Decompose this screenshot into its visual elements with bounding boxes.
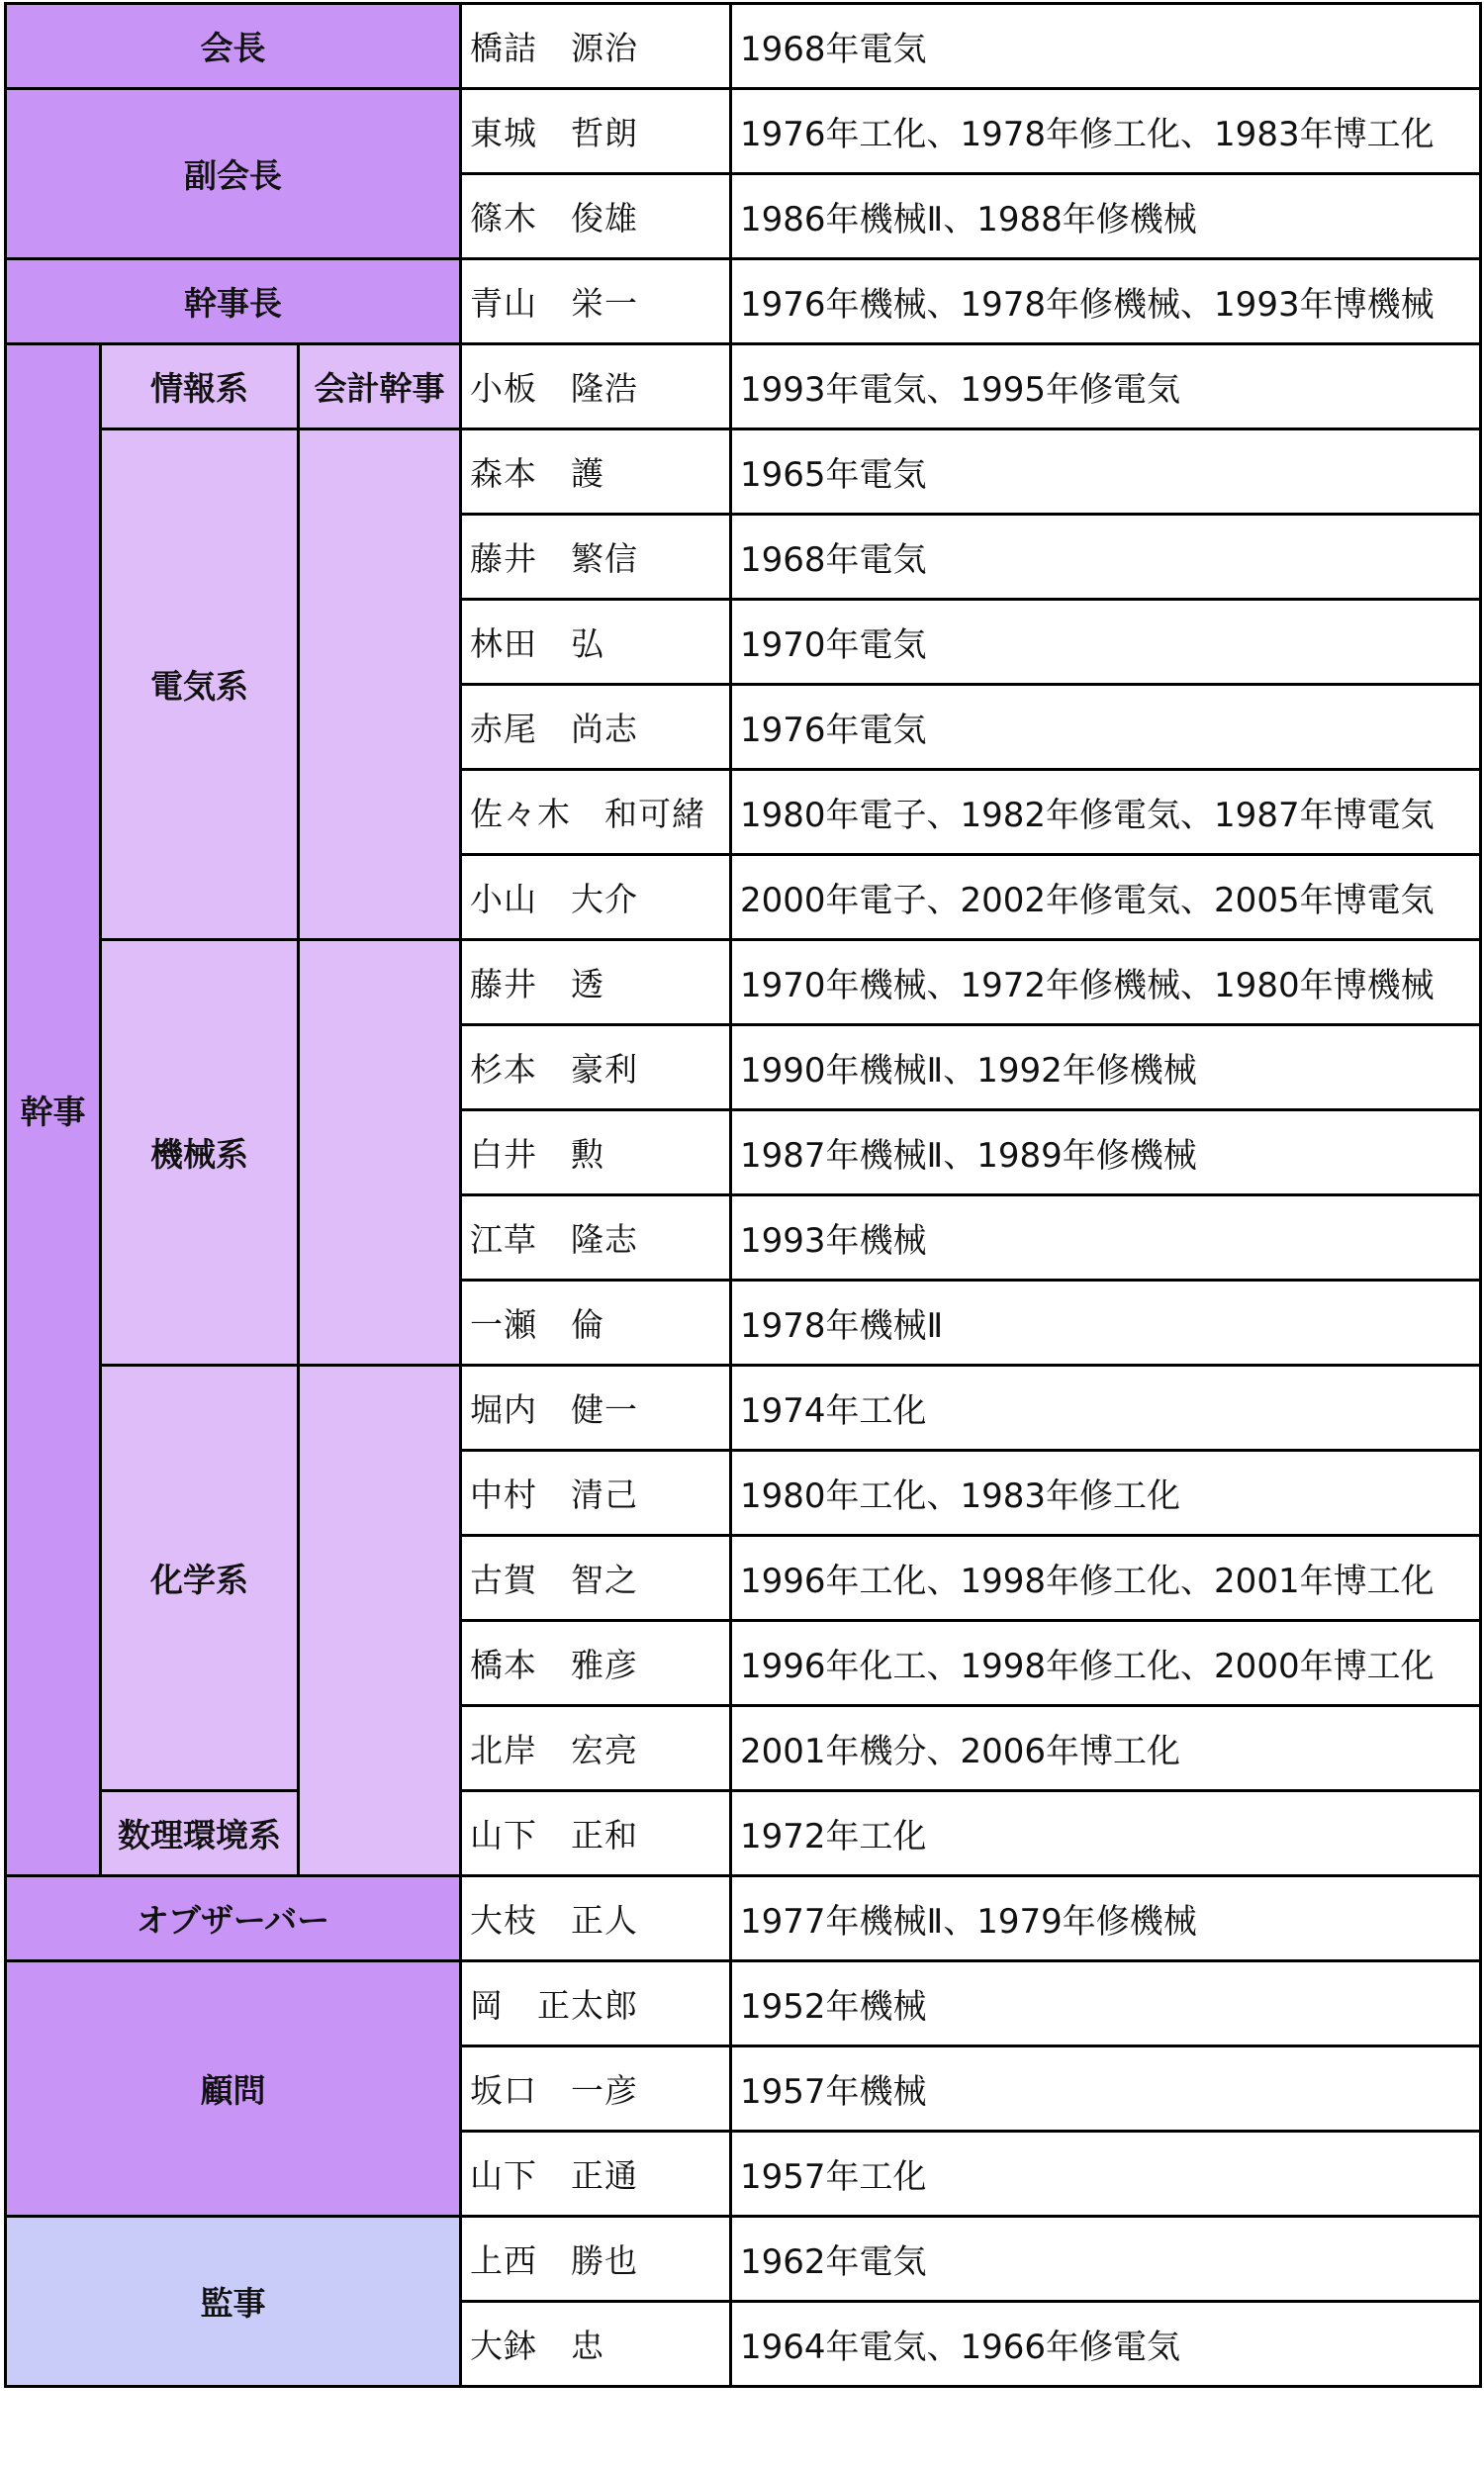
member-history: 1978年機械Ⅱ <box>731 1281 1481 1366</box>
member-history: 1987年機械Ⅱ、1989年修機械 <box>731 1110 1481 1195</box>
treasurer-label: 会計幹事 <box>299 344 461 429</box>
member-name: 橋本 雅彦 <box>461 1621 731 1706</box>
role-label-vice-chair: 副会長 <box>6 89 461 259</box>
member-history: 1976年機械、1978年修機械、1993年博機械 <box>731 259 1481 344</box>
member-name: 小板 隆浩 <box>461 344 731 429</box>
table-row <box>6 429 1481 515</box>
member-history: 1974年工化 <box>731 1366 1481 1451</box>
member-history: 1970年電気 <box>731 600 1481 685</box>
group-label-chemistry: 化学系 <box>101 1366 299 1791</box>
group-label-electrical: 電気系 <box>101 429 299 940</box>
member-name: 林田 弘 <box>461 600 731 685</box>
table-row <box>6 89 1481 174</box>
member-name: 篠木 俊雄 <box>461 174 731 259</box>
member-name: 山下 正通 <box>461 2132 731 2217</box>
member-name: 佐々木 和可緒 <box>461 770 731 855</box>
member-name: 藤井 透 <box>461 940 731 1025</box>
member-history: 1996年工化、1998年修工化、2001年博工化 <box>731 1536 1481 1621</box>
treasurer-blank-cell <box>299 429 461 940</box>
member-history: 2000年電子、2002年修電気、2005年博電気 <box>731 855 1481 940</box>
member-history: 2001年機分、2006年博工化 <box>731 1706 1481 1791</box>
treasurer-blank-cell <box>299 940 461 1366</box>
member-history: 1957年機械 <box>731 2046 1481 2132</box>
member-name: 北岸 宏亮 <box>461 1706 731 1791</box>
member-name: 橋詰 源治 <box>461 4 731 89</box>
role-label-observer: オブザーバー <box>6 1876 461 1961</box>
member-name: 上西 勝也 <box>461 2217 731 2302</box>
table-row <box>6 1876 1481 1961</box>
member-name: 杉本 豪利 <box>461 1025 731 1110</box>
group-label-info: 情報系 <box>101 344 299 429</box>
member-history: 1968年電気 <box>731 515 1481 600</box>
member-history: 1965年電気 <box>731 429 1481 515</box>
role-label-secretaries: 幹事 <box>6 344 101 1876</box>
table-row <box>6 1961 1481 2046</box>
member-history: 1970年機械、1972年修機械、1980年博機械 <box>731 940 1481 1025</box>
treasurer-blank-cell <box>299 1366 461 1876</box>
role-label-secretary-general: 幹事長 <box>6 259 461 344</box>
role-label-advisors: 顧問 <box>6 1961 461 2217</box>
member-history: 1976年工化、1978年修工化、1983年博工化 <box>731 89 1481 174</box>
table-row <box>6 344 1481 429</box>
member-name: 堀内 健一 <box>461 1366 731 1451</box>
member-history: 1980年電子、1982年修電気、1987年博電気 <box>731 770 1481 855</box>
member-history: 1952年機械 <box>731 1961 1481 2046</box>
table-row <box>6 1791 1481 1876</box>
member-name: 大枝 正人 <box>461 1876 731 1961</box>
member-name: 東城 哲朗 <box>461 89 731 174</box>
member-history: 1990年機械Ⅱ、1992年修機械 <box>731 1025 1481 1110</box>
member-name: 藤井 繁信 <box>461 515 731 600</box>
member-history: 1977年機械Ⅱ、1979年修機械 <box>731 1876 1481 1961</box>
table-row <box>6 259 1481 344</box>
member-name: 森本 護 <box>461 429 731 515</box>
member-history: 1993年電気、1995年修電気 <box>731 344 1481 429</box>
table-row <box>6 4 1481 89</box>
officer-roster-table <box>4 2 1482 2388</box>
member-name: 赤尾 尚志 <box>461 685 731 770</box>
member-history: 1972年工化 <box>731 1791 1481 1876</box>
table-row <box>6 1366 1481 1451</box>
member-name: 山下 正和 <box>461 1791 731 1876</box>
member-history: 1964年電気、1966年修電気 <box>731 2302 1481 2387</box>
role-label-chair: 会長 <box>6 4 461 89</box>
member-history: 1968年電気 <box>731 4 1481 89</box>
member-name: 古賀 智之 <box>461 1536 731 1621</box>
member-history: 1957年工化 <box>731 2132 1481 2217</box>
member-name: 青山 栄一 <box>461 259 731 344</box>
member-name: 小山 大介 <box>461 855 731 940</box>
member-name: 中村 清己 <box>461 1451 731 1536</box>
member-history: 1996年化工、1998年修工化、2000年博工化 <box>731 1621 1481 1706</box>
role-label-auditors: 監事 <box>6 2217 461 2387</box>
group-label-math-environment: 数理環境系 <box>101 1791 299 1876</box>
member-name: 坂口 一彦 <box>461 2046 731 2132</box>
member-history: 1986年機械Ⅱ、1988年修機械 <box>731 174 1481 259</box>
member-history: 1993年機械 <box>731 1195 1481 1281</box>
table-row <box>6 940 1481 1025</box>
member-history: 1962年電気 <box>731 2217 1481 2302</box>
member-history: 1976年電気 <box>731 685 1481 770</box>
member-name: 大鉢 忠 <box>461 2302 731 2387</box>
group-label-mechanical: 機械系 <box>101 940 299 1366</box>
table-row <box>6 2217 1481 2302</box>
member-history: 1980年工化、1983年修工化 <box>731 1451 1481 1536</box>
member-name: 白井 勲 <box>461 1110 731 1195</box>
member-name: 一瀬 倫 <box>461 1281 731 1366</box>
member-name: 江草 隆志 <box>461 1195 731 1281</box>
member-name: 岡 正太郎 <box>461 1961 731 2046</box>
